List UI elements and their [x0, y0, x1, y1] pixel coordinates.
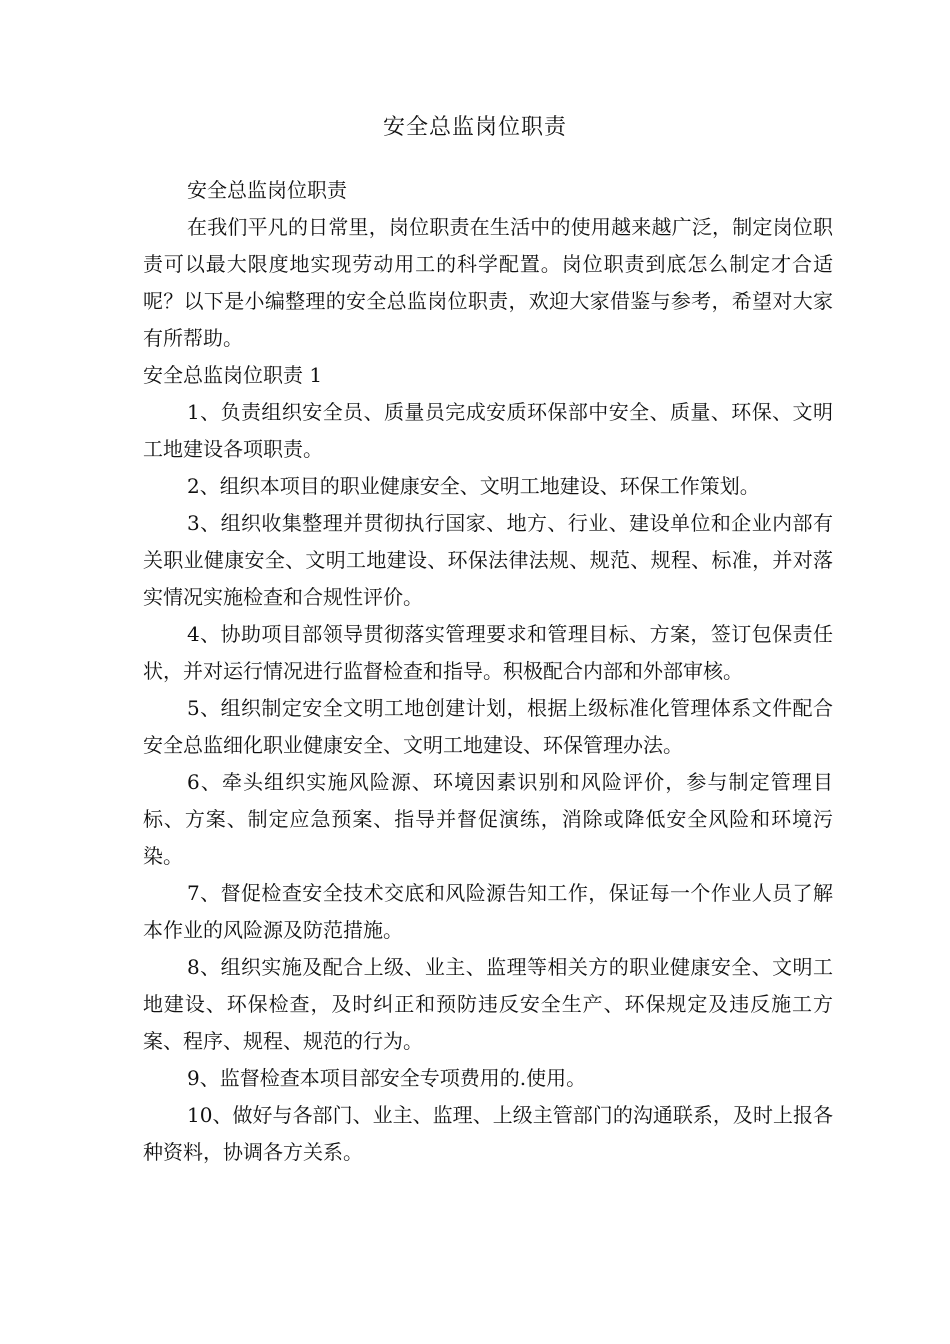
paragraph: 安全总监岗位职责: [187, 178, 347, 202]
list-item: 10、做好与各部门、业主、监理、上级主管部门的沟通联系，及时上报各种资料，协调各方关系。: [143, 1103, 833, 1164]
document-body: [143, 172, 833, 1171]
list-item: 3、组织收集整理并贯彻执行国家、地方、行业、建设单位和企业内部有关职业健康安全、文明工地建设、环保法律法规、规范、规程、标准，并对落实情况实施检查和合规性评价。: [143, 511, 833, 609]
list-item: 9、监督检查本项目部安全专项费用的.使用。: [187, 1066, 587, 1090]
paragraph: 在我们平凡的日常里，岗位职责在生活中的使用越来越广泛，制定岗位职责可以最大限度地实现劳动用工的科学配置。岗位职责到底怎么制定才合适呢？以下是小编整理的安全总监岗位职责，欢迎大家借鉴与参考，希望对大家有所帮助。: [143, 215, 833, 350]
section-heading: 安全总监岗位职责 1: [143, 363, 323, 387]
list-item: 7、督促检查安全技术交底和风险源告知工作，保证每一个作业人员了解本作业的风险源及防范措施。: [143, 881, 833, 942]
list-item: 2、组织本项目的职业健康安全、文明工地建设、环保工作策划。: [187, 474, 760, 498]
list-item: 1、负责组织安全员、质量员完成安质环保部中安全、质量、环保、文明工地建设各项职责。: [143, 400, 833, 461]
list-item: 6、牵头组织实施风险源、环境因素识别和风险评价，参与制定管理目标、方案、制定应急预案、指导并督促演练，消除或降低安全风险和环境污染。: [143, 770, 833, 868]
list-item: 4、协助项目部领导贯彻落实管理要求和管理目标、方案，签订包保责任状，并对运行情况进行监督检查和指导。积极配合内部和外部审核。: [143, 622, 833, 683]
document-title: 安全总监岗位职责: [382, 115, 567, 140]
list-item: 5、组织制定安全文明工地创建计划，根据上级标准化管理体系文件配合安全总监细化职业健康安全、文明工地建设、环保管理办法。: [143, 696, 833, 757]
list-item: 8、组织实施及配合上级、业主、监理等相关方的职业健康安全、文明工地建设、环保检查，及时纠正和预防违反安全生产、环保规定及违反施工方案、程序、规程、规范的行为。: [143, 955, 833, 1053]
